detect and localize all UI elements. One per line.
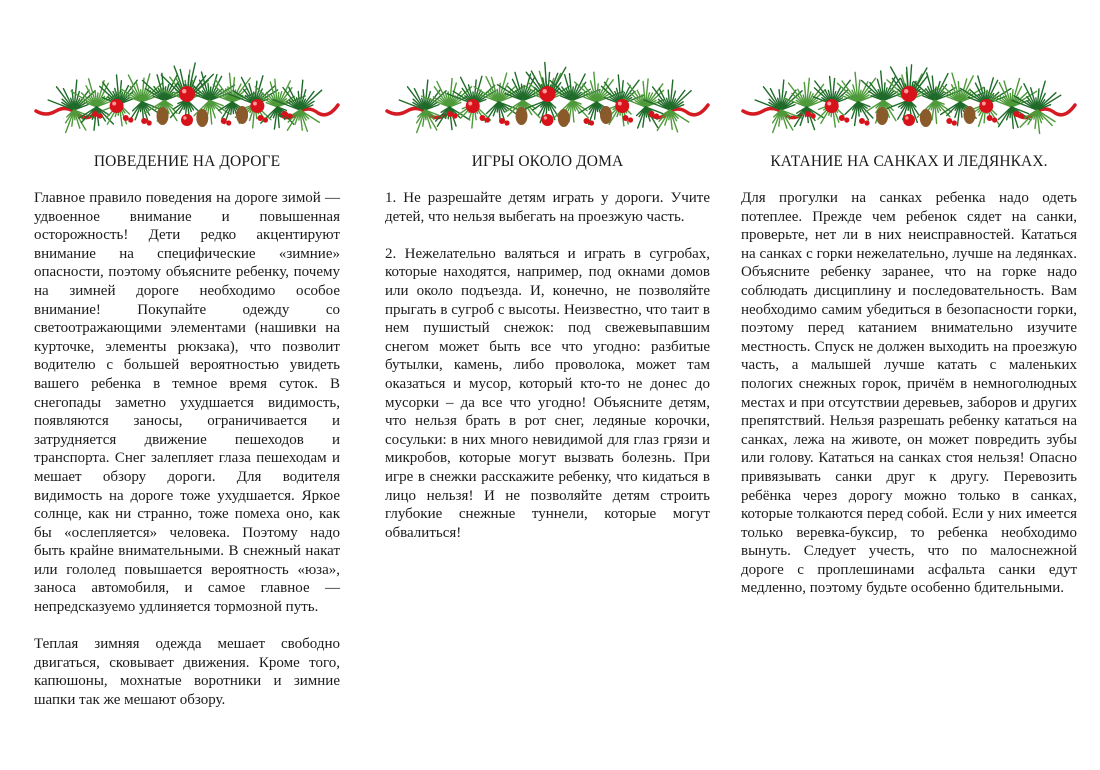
paragraph: Главное правило поведения на дороге зимой — удвоенное внимание и повышенная осторожность! Дети редко акцентируют внимание на специфические «зимние» опасности, поэтому объясните ребенку, почему на зимней дороге необходимо особое внимание! Покупайте одежду со светоотражающими элементами (нашивки на курточке, элементы рюкзака), что позволит водителю с большей вероятностью увидеть вашего ребенка в темное время суток. В снегопады заметно ухудшается видимость, появляются заносы, ограничивается и затрудняется движение пешеходов и транспорта. Снег залепляет глаза пешеходам и мешает обзору дороги. Для водителя видимость на дороге тоже ухудшается. Яркое солнце, как ни странно, тоже помеха оно, как бы «ослепляется» человека. Поэтому надо быть крайне внимательными. В снежный накат или гололед повышается вероятность «юза», заноса автомобиля, и самое главное — непредсказуемо удлиняется тормозной путь. [34, 190, 340, 616]
section-text [385, 189, 710, 542]
column-sledding [741, 58, 1077, 598]
column-road-behavior [34, 58, 340, 710]
paragraph: Теплая зимняя одежда мешает свободно двигаться, сковывает движения. Кроме того, капюшоны, мохнатые воротники и зимние шапки так же мешают обзору. [34, 636, 340, 709]
column-games-near-home [385, 58, 710, 542]
christmas-garland-icon [34, 58, 340, 150]
section-text [741, 189, 1077, 598]
section-title: ПОВЕДЕНИЕ НА ДОРОГЕ [93, 153, 281, 170]
paragraph: Для прогулки на санках ребенка надо одеть потеплее. Прежде чем ребенок сядет на санки, проверьте, нет ли в них неисправностей. Кататься на санках с горки нежелательно, лучше на ледянках. Объясните ребенку заранее, что на горке надо соблюдать дисциплину и последовательность. Вам необходимо самим убедиться в безопасности горки, поэтому перед катанием внимательно изучите местность. Спуск не должен выходить на проезжую часть, а малышей лучше катать с маленьких пологих снежных горок, причём в немноголюдных местах и при отсутствии деревьев, заборов и других препятствий. Нельзя разрешать ребенку кататься на санках, лежа на животе, он может повредить зубы или голову. Кататься на санках стоя нельзя! Опасно привязывать санки друг к другу. Перевозить ребёнка через дорогу можно только в санках, которые толкаются перед собой. Если у них имеется только веревка-буксир, то ребенка необходимо вынуть. Следует учесть, что по малоснежной дороге с проплешинами асфальта санки едут медленно, поэтому будьте особенно бдительными. [741, 190, 1077, 597]
section-title: КАТАНИЕ НА САНКАХ И ЛЕДЯНКАХ. [770, 153, 1048, 170]
christmas-garland-icon [741, 58, 1077, 150]
section-title: ИГРЫ ОКОЛО ДОМА [471, 153, 624, 170]
paragraph: 2. Нежелательно валяться и играть в сугробах, которые находятся, например, под окнами домов или около подъезда. И, конечно, не позволяйте прыгать в сугроб с высоты. Неизвестно, что таит в нем пушистый снежок: под свежевыпавшим снегом может быть все что угодно: разбитые бутылки, камень, либо проволока, может там оказаться и мусор, который кто-то не донес до мусорки – да все что угодно! Объясните детям, что нельзя брать в рот снег, ледяные корочки, сосульки: в них много невидимой для глаз грязи и микробов, которые могут вызвать болезнь. При игре в снежки расскажите ребенку, что кидаться в лицо нельзя! И не позволяйте детям строить глубокие снежные туннели, которые могут обвалиться! [385, 245, 710, 541]
christmas-garland-icon [385, 58, 710, 150]
paragraph: 1. Не разрешайте детям играть у дороги. Учите детей, что нельзя выбегать на проезжую часть. [385, 190, 710, 225]
section-text [34, 189, 340, 710]
